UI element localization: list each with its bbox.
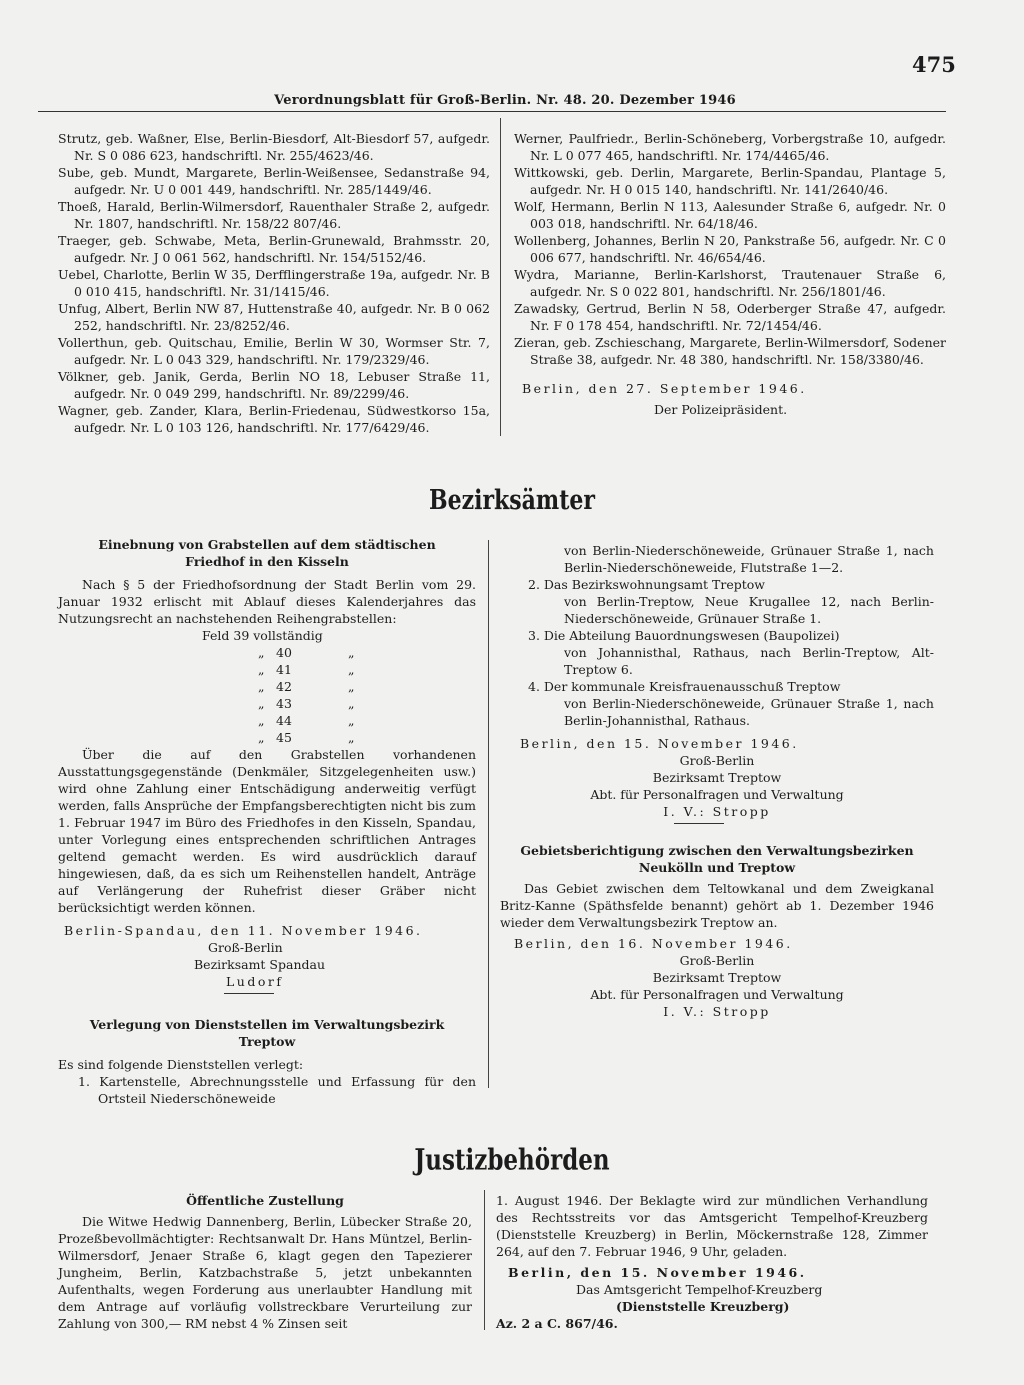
register-entry: Zawadsky, Gertrud, Berlin N 58, Oderberger Straße 47, aufgedr. Nr. F 0 178 454, handschriftl. Nr. 72/1454/46. [514, 301, 946, 333]
register-entry: Traeger, geb. Schwabe, Meta, Berlin-Grunewald, Brahmsstr. 20, aufgedr. Nr. J 0 061 562, handschriftl. Nr. 154/5152/46. [58, 233, 490, 265]
bezirk-right-column [500, 542, 934, 1020]
feld-number: 43 [276, 696, 292, 711]
ditto-mark: „ [348, 713, 355, 728]
register-entry: Strutz, geb. Waßner, Else, Berlin-Biesdorf, Alt-Biesdorf 57, aufgedr. Nr. S 0 086 623, handschriftl. Nr. 255/4623/46. [58, 131, 490, 163]
friedhof-sig-3: Ludorf [226, 974, 284, 989]
ditto-mark: „ [258, 696, 265, 711]
feld-list [58, 644, 476, 746]
ditto-mark: „ [258, 645, 265, 660]
register-entry: Wydra, Marianne, Berlin-Karlshorst, Trautenauer Straße 6, aufgedr. Nr. S 0 022 801, handschriftl. Nr. 256/1801/46. [514, 267, 946, 299]
register-entry: Wittkowski, geb. Derlin, Margarete, Berlin-Spandau, Plantage 5, aufgedr. Nr. H 0 015 140, handschriftl. Nr. 141/2640/46. [514, 165, 946, 197]
feld-number: 41 [276, 662, 292, 677]
feld-row [258, 695, 476, 712]
gebiet-sig-1: Groß-Berlin [679, 953, 755, 968]
page-header: Verordnungsblatt für Groß-Berlin. Nr. 48. 20. Dezember 1946 [274, 93, 736, 108]
friedhof-body: Über die auf den Grabstellen vorhandenen Ausstattungsgegenstände (Denkmäler, Sitzgelegenheiten usw.) wird ohne Zahlung einer Entschädigung anderweitig verfügt werden, falls Ansprüche der Empfangsberechtigten nicht bis zum 1. Februar 1947 im Büro des Friedhofes in den Kisseln, Spandau, unter Vorlegung eines entsprechenden schriftlichen Antrages geltend gemacht werden. Es wird ausdrücklich darauf hingewiesen, daß, da es sich um Reihenstellen handelt, Anträge auf Verlängerung der Ruhefrist dieser Gräber nicht berücksichtigt werden können. [58, 747, 476, 915]
bezirk-left-column [58, 536, 476, 1107]
justiz-left-column [58, 1192, 472, 1332]
police-authority: Der Polizeipräsident. [654, 402, 788, 417]
ditto-mark: „ [348, 679, 355, 694]
ditto-mark: „ [258, 662, 265, 677]
feld-row [258, 678, 476, 695]
verlegung-intro: Es sind folgende Dienststellen verlegt: [58, 1057, 304, 1072]
ditto-mark: „ [348, 696, 355, 711]
column-divider [500, 118, 501, 436]
friedhof-heading: Einebnung von Grabstellen auf dem städtischen Friedhof in den Kisseln [98, 537, 436, 569]
register-entry: Unfug, Albert, Berlin NW 87, Huttenstraße 40, aufgedr. Nr. B 0 062 252, handschriftl. Nr. 23/8252/46. [58, 301, 490, 333]
feld-number: 40 [276, 645, 292, 660]
friedhof-sig-2: Bezirksamt Spandau [194, 957, 326, 972]
verlegung-sig-3: Abt. für Personalfragen und Verwaltung [590, 787, 844, 802]
friedhof-sig-rule [224, 993, 274, 994]
section-title-bezirksaemter: Bezirksämter [429, 484, 595, 517]
verlegung-item-3-cont: von Johannisthal, Rathaus, nach Berlin-Treptow, Alt-Treptow 6. [564, 645, 934, 677]
register-entry: Sube, geb. Mundt, Margarete, Berlin-Weißensee, Sedanstraße 94, aufgedr. Nr. U 0 001 449, handschriftl. Nr. 285/1449/46. [58, 165, 490, 197]
feld-row [258, 644, 476, 661]
zustellung-body-left: Die Witwe Hedwig Dannenberg, Berlin, Lübecker Straße 20, Prozeßbevollmächtigter: Rechtsanwalt Dr. Hans Müntzel, Berlin-Wilmersdorf, Jenaer Straße 6, klagt gegen den Tapezierer Jungheim, Berlin, Katzbachstraße 5, jetzt unbekannten Aufenthalts, wegen Forderung aus unerlaubter Handlung mit dem Antrage auf vorläufig vollstreckbare Verurteilung zur Zahlung von 300,— RM nebst 4 % Zinsen seit [58, 1214, 472, 1331]
register-entry: Wagner, geb. Zander, Klara, Berlin-Friedenau, Südwestkorso 15a, aufgedr. Nr. L 0 103 126, handschriftl. Nr. 177/6429/46. [58, 403, 490, 435]
section-title-justiz: Justizbehörden [414, 1143, 610, 1177]
verlegung-item-3: 3. Die Abteilung Bauordnungswesen (Baupolizei) [528, 628, 840, 643]
feld-row [258, 729, 476, 746]
friedhof-sig-1: Groß-Berlin [208, 940, 283, 955]
ditto-mark: „ [258, 730, 265, 745]
ditto-mark: „ [258, 679, 265, 694]
zustellung-aktenzeichen: Az. 2 a C. 867/46. [496, 1316, 618, 1331]
gebiet-sig-3: Abt. für Personalfragen und Verwaltung [590, 987, 844, 1002]
register-entry: Werner, Paulfriedr., Berlin-Schöneberg, Vorbergstraße 10, aufgedr. Nr. L 0 077 465, handschriftl. Nr. 174/4465/46. [514, 131, 946, 163]
verlegung-sig-1: Groß-Berlin [679, 753, 755, 768]
zustellung-sig-1: Das Amtsgericht Tempelhof-Kreuzberg [576, 1282, 823, 1297]
feld-number: 42 [276, 679, 292, 694]
top-list-left [58, 130, 490, 436]
register-entry: Vollerthun, geb. Quitschau, Emilie, Berlin W 30, Wormser Str. 7, aufgedr. Nr. L 0 043 329, handschriftl. Nr. 179/2329/46. [58, 335, 490, 367]
gebiet-place-date: Berlin, den 16. November 1946. [514, 936, 793, 951]
gebiet-heading: Gebietsberichtigung zwischen den Verwaltungsbezirken Neukölln und Treptow [520, 843, 914, 875]
verlegung-item-4-cont: von Berlin-Niederschöneweide, Grünauer Straße 1, nach Berlin-Johannisthal, Rathaus. [564, 696, 934, 728]
feld-number: 45 [276, 730, 292, 745]
gebiet-body: Das Gebiet zwischen dem Teltowkanal und dem Zweigkanal Britz-Kanne (Späthsfelde benannt) gehört ab 1. Dezember 1946 wieder dem Verwaltungsbezirk Treptow an. [500, 881, 934, 930]
ditto-mark: „ [348, 662, 355, 677]
column-divider-3 [484, 1190, 485, 1330]
verlegung-item-1-cont: von Berlin-Niederschöneweide, Grünauer Straße 1, nach Berlin-Niederschöneweide, Flutstraße 1—2. [564, 543, 934, 575]
gebiet-sig-4: I. V.: Stropp [663, 1004, 771, 1019]
register-entry: Völkner, geb. Janik, Gerda, Berlin NO 18, Lebuser Straße 11, aufgedr. Nr. 0 049 299, handschriftl. Nr. 89/2299/46. [58, 369, 490, 401]
justiz-right-column [496, 1192, 928, 1332]
verlegung-item-2: 2. Das Bezirkswohnungsamt Treptow [528, 577, 765, 592]
register-entry: Thoeß, Harald, Berlin-Wilmersdorf, Rauenthaler Straße 2, aufgedr. Nr. 1807, handschriftl. Nr. 158/22 807/46. [58, 199, 490, 231]
header-divider [38, 111, 946, 112]
ditto-mark: „ [258, 713, 265, 728]
friedhof-place-date: Berlin-Spandau, den 11. November 1946. [64, 923, 423, 938]
register-entry: Uebel, Charlotte, Berlin W 35, Derfflingerstraße 19a, aufgedr. Nr. B 0 010 415, handschriftl. Nr. 31/1415/46. [58, 267, 490, 299]
police-place-date: Berlin, den 27. September 1946. [522, 381, 807, 396]
verlegung-heading: Verlegung von Dienststellen im Verwaltungsbezirk Treptow [89, 1017, 445, 1049]
feld-first: Feld 39 vollständig [202, 628, 323, 643]
verlegung-sig-rule [674, 823, 724, 824]
feld-row [258, 712, 476, 729]
friedhof-intro: Nach § 5 der Friedhofsordnung der Stadt Berlin vom 29. Januar 1932 erlischt mit Ablauf dieses Kalenderjahres das Nutzungsrecht an nachstehenden Reihengrabstellen: [58, 577, 476, 626]
register-entry: Wollenberg, Johannes, Berlin N 20, Pankstraße 56, aufgedr. Nr. C 0 006 677, handschriftl. Nr. 46/654/46. [514, 233, 946, 265]
top-list-right-wrap [514, 130, 946, 418]
zustellung-heading: Öffentliche Zustellung [186, 1193, 344, 1208]
verlegung-place-date: Berlin, den 15. November 1946. [520, 736, 799, 751]
column-divider-2 [488, 540, 489, 1088]
ditto-mark: „ [348, 645, 355, 660]
feld-row [258, 661, 476, 678]
zustellung-body-right: 1. August 1946. Der Beklagte wird zur mündlichen Verhandlung des Rechtsstreits vor das Amtsgericht Tempelhof-Kreuzberg (Dienststelle Kreuzberg) in Berlin, Möckernstraße 128, Zimmer 264, auf den 7. Februar 1946, 9 Uhr, geladen. [496, 1193, 928, 1259]
verlegung-item-4: 4. Der kommunale Kreisfrauenausschuß Treptow [528, 679, 841, 694]
verlegung-sig-4: I. V.: Stropp [663, 804, 771, 819]
verlegung-sig-2: Bezirksamt Treptow [652, 770, 782, 785]
page-number: 475 [912, 52, 956, 77]
ditto-mark: „ [348, 730, 355, 745]
gebiet-sig-2: Bezirksamt Treptow [652, 970, 782, 985]
verlegung-item-2-cont: von Berlin-Treptow, Neue Krugallee 12, nach Berlin-Niederschöneweide, Grünauer Straße 1. [564, 594, 934, 626]
register-entry: Wolf, Hermann, Berlin N 113, Aalesunder Straße 6, aufgedr. Nr. 0 003 018, handschriftl. Nr. 64/18/46. [514, 199, 946, 231]
top-list-right [514, 130, 946, 368]
feld-number: 44 [276, 713, 292, 728]
zustellung-sig-2: (Dienststelle Kreuzberg) [616, 1299, 790, 1314]
register-entry: Zieran, geb. Zschieschang, Margarete, Berlin-Wilmersdorf, Sodener Straße 38, aufgedr. Nr. 48 380, handschriftl. Nr. 158/3380/46. [514, 335, 946, 367]
zustellung-place-date: Berlin, den 15. November 1946. [508, 1265, 807, 1280]
verlegung-item-1: 1. Kartenstelle, Abrechnungsstelle und Erfassung für den Ortsteil Niederschöneweide [78, 1074, 476, 1106]
